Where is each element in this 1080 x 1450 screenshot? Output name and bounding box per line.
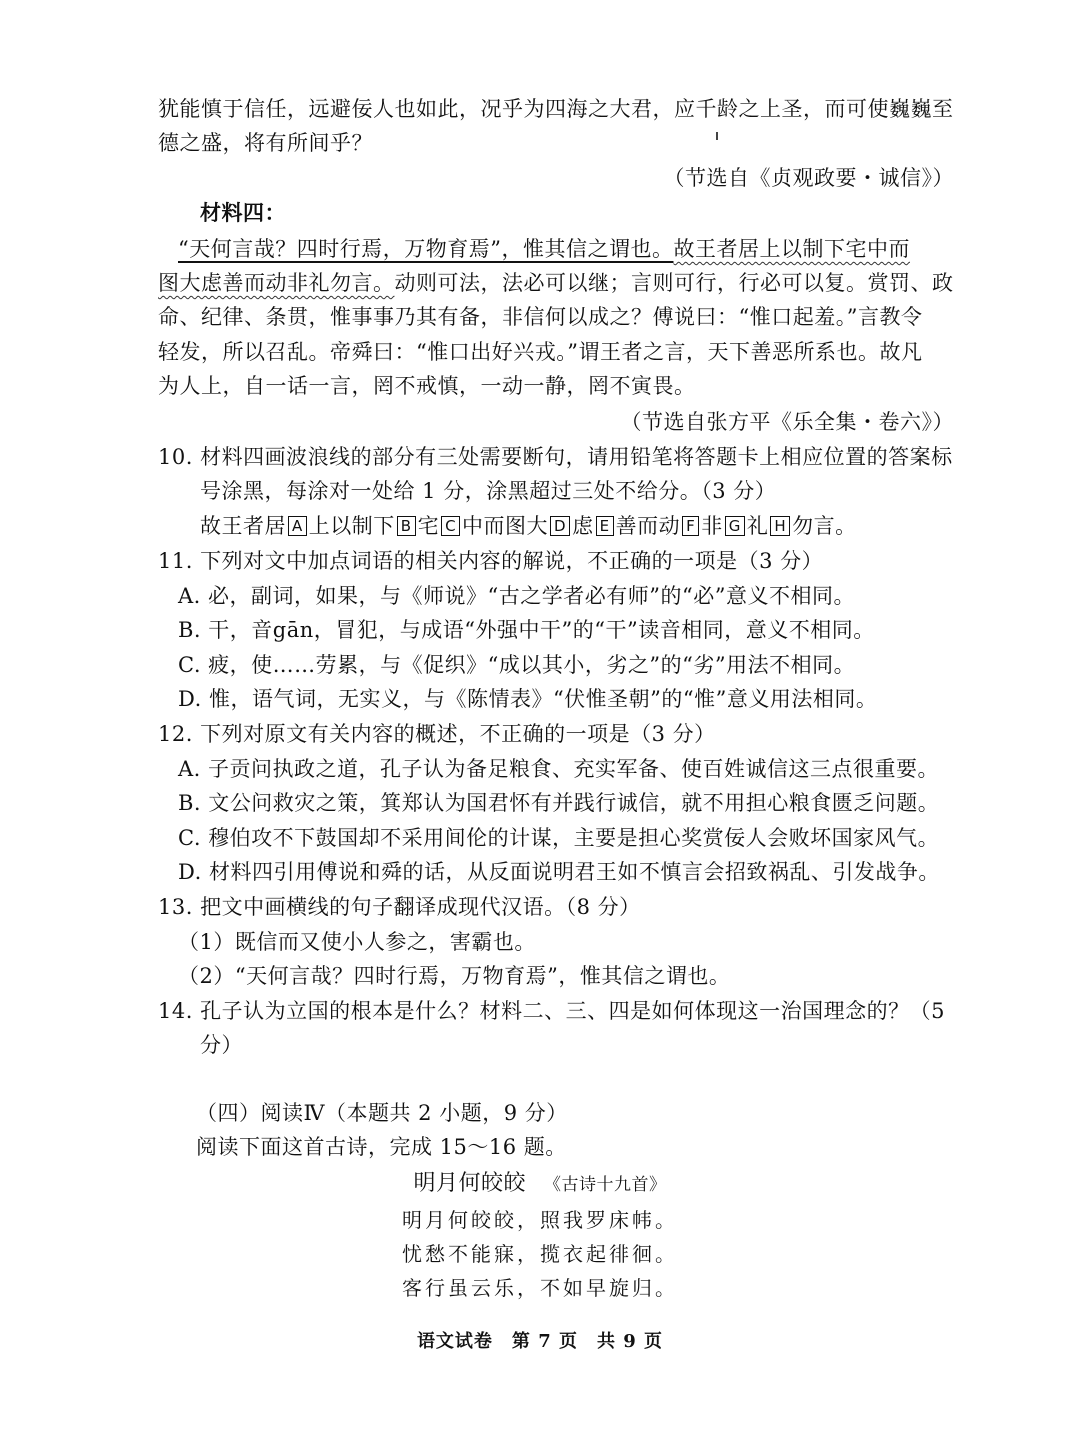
material4-heading: 材料四： [200, 200, 286, 225]
poem-line-2: 忧愁不能寐，揽衣起徘徊。 [402, 1242, 678, 1266]
poem-header [0, 1166, 1080, 1202]
poem-source: 《古诗十九首》 [544, 1175, 667, 1195]
q10-stem-line1: 10. 材料四画波浪线的部分有三处需要断句，请用铅笔将答题卡上相应位置的答案标 [158, 445, 953, 469]
q12-option-c[interactable]: C. 穆伯攻不下鼓国却不采用间伦的计谋，主要是担心奖赏佞人会败坏国家风气。 [178, 826, 940, 850]
q11-stem: 11. 下列对文中加点词语的相关内容的解说，不正确的一项是（3 分） [158, 549, 824, 573]
scan-speck [716, 132, 718, 140]
q14-stem-line1: 14. 孔子认为立国的根本是什么？材料二、三、四是如何体现这一治国理念的？（5 [158, 999, 945, 1023]
answer-box-e[interactable]: E [596, 516, 614, 536]
q13-stem: 13. 把文中画横线的句子翻译成现代汉语。（8 分） [158, 895, 641, 919]
segment: 中而图大 [462, 514, 549, 538]
q13-sentence-2: （2）“天何言哉？四时行焉，万物育焉”，惟其信之谓也。 [178, 964, 731, 988]
q10-stem-line2: 号涂黑，每涂对一处给 1 分，涂黑超过三处不给分。（3 分） [200, 479, 777, 503]
segment: 善而动 [615, 514, 681, 538]
page-footer: 语文试卷 第 7 页 共 9 页 [416, 1331, 664, 1352]
section4-heading: （四）阅读Ⅳ（本题共 2 小题，9 分） [196, 1101, 568, 1125]
material3-line1: 犹能慎于信任，远避佞人也如此，况乎为四海之大君，应千龄之上圣，而可使巍巍至 [158, 97, 954, 121]
material4-line4: 轻发，所以召乱。帝舜曰：“惟口出好兴戎。”谓王者之言，天下善恶所系也。故凡 [158, 340, 923, 364]
q12-option-a[interactable]: A. 子贡问执政之道，孔子认为备足粮食、充实军备、使百姓诚信这三点很重要。 [178, 757, 940, 781]
segment: 虑 [572, 514, 594, 538]
segment: 礼 [746, 514, 769, 538]
material4-line3: 命、纪律、条贯，惟事事乃其有备，非信何以成之？傅说曰：“惟口起羞。”言教令 [158, 305, 923, 329]
poem-line-1: 明月何皎皎，照我罗床帏。 [402, 1208, 678, 1232]
answer-box-h[interactable]: H [770, 516, 790, 536]
material4-line2-rest: 动则可法，法必可以继；言则可行，行必可以复。赏罚、政 [394, 271, 954, 295]
material4-source: （节选自张方平《乐全集・卷六》） [620, 410, 954, 434]
q10-sentence [200, 509, 1000, 543]
q11-option-a[interactable]: A. 必，副词，如果，与《师说》“古之学者必有师”的“必”意义不相同。 [178, 584, 855, 608]
answer-box-b[interactable]: B [397, 516, 416, 536]
q14-stem-line2: 分） [200, 1033, 243, 1057]
poem-line-3: 客行虽云乐，不如早旋归。 [402, 1276, 678, 1300]
answer-box-d[interactable]: D [550, 516, 570, 536]
segment: 非 [701, 514, 723, 538]
material4-line2 [158, 266, 958, 300]
material3-line2: 德之盛，将有所间乎？ [158, 131, 373, 155]
segment: 勿言。 [792, 514, 857, 538]
q11-option-d[interactable]: D. 惟，语气词，无实义，与《陈情表》“伏惟圣朝”的“惟”意义用法相同。 [178, 687, 878, 711]
segment: 故王者居 [200, 514, 286, 538]
segment: 上以制下 [308, 514, 395, 538]
q12-option-d[interactable]: D. 材料四引用傅说和舜的话，从反面说明君王如不慎言会招致祸乱、引发战争。 [178, 860, 940, 884]
answer-box-c[interactable]: C [441, 516, 460, 536]
q11-option-c[interactable]: C. 疲，使……劳累，与《促织》“成以其小，劣之”的“劣”用法不相同。 [178, 653, 856, 677]
wavy-line-part1: 故王者居上以制下宅中而 [673, 237, 910, 261]
material4-line1 [178, 232, 978, 266]
answer-box-f[interactable]: F [682, 516, 699, 536]
poem-title: 明月何皎皎 [413, 1171, 526, 1196]
q13-sentence-1: （1）既信而又使小人参之，害霸也。 [178, 930, 536, 954]
q12-option-b[interactable]: B. 文公问救灾之策，箕郑认为国君怀有并践行诚信，就不用担心粮食匮乏问题。 [178, 791, 940, 815]
answer-box-g[interactable]: G [725, 516, 745, 536]
material4-line5: 为人上，自一话一言，罔不戒慎，一动一静，罔不寅畏。 [158, 374, 696, 398]
wavy-line-part2: 图大虑善而动非礼勿言。 [158, 271, 395, 295]
q12-stem: 12. 下列对原文有关内容的概述，不正确的一项是（3 分） [158, 722, 716, 746]
answer-box-a[interactable]: A [288, 516, 307, 536]
section4-instruction: 阅读下面这首古诗，完成 15～16 题。 [196, 1135, 567, 1159]
q11-option-b[interactable]: B. 干，音gān，冒犯，与成语“外强中干”的“干”读音相同，意义不相同。 [178, 618, 875, 642]
segment: 宅 [417, 514, 440, 538]
material3-source: （节选自《贞观政要・诚信》） [663, 166, 954, 190]
underlined-sentence: “天何言哉？四时行焉，万物育焉”，惟其信之谓也。 [178, 237, 674, 261]
